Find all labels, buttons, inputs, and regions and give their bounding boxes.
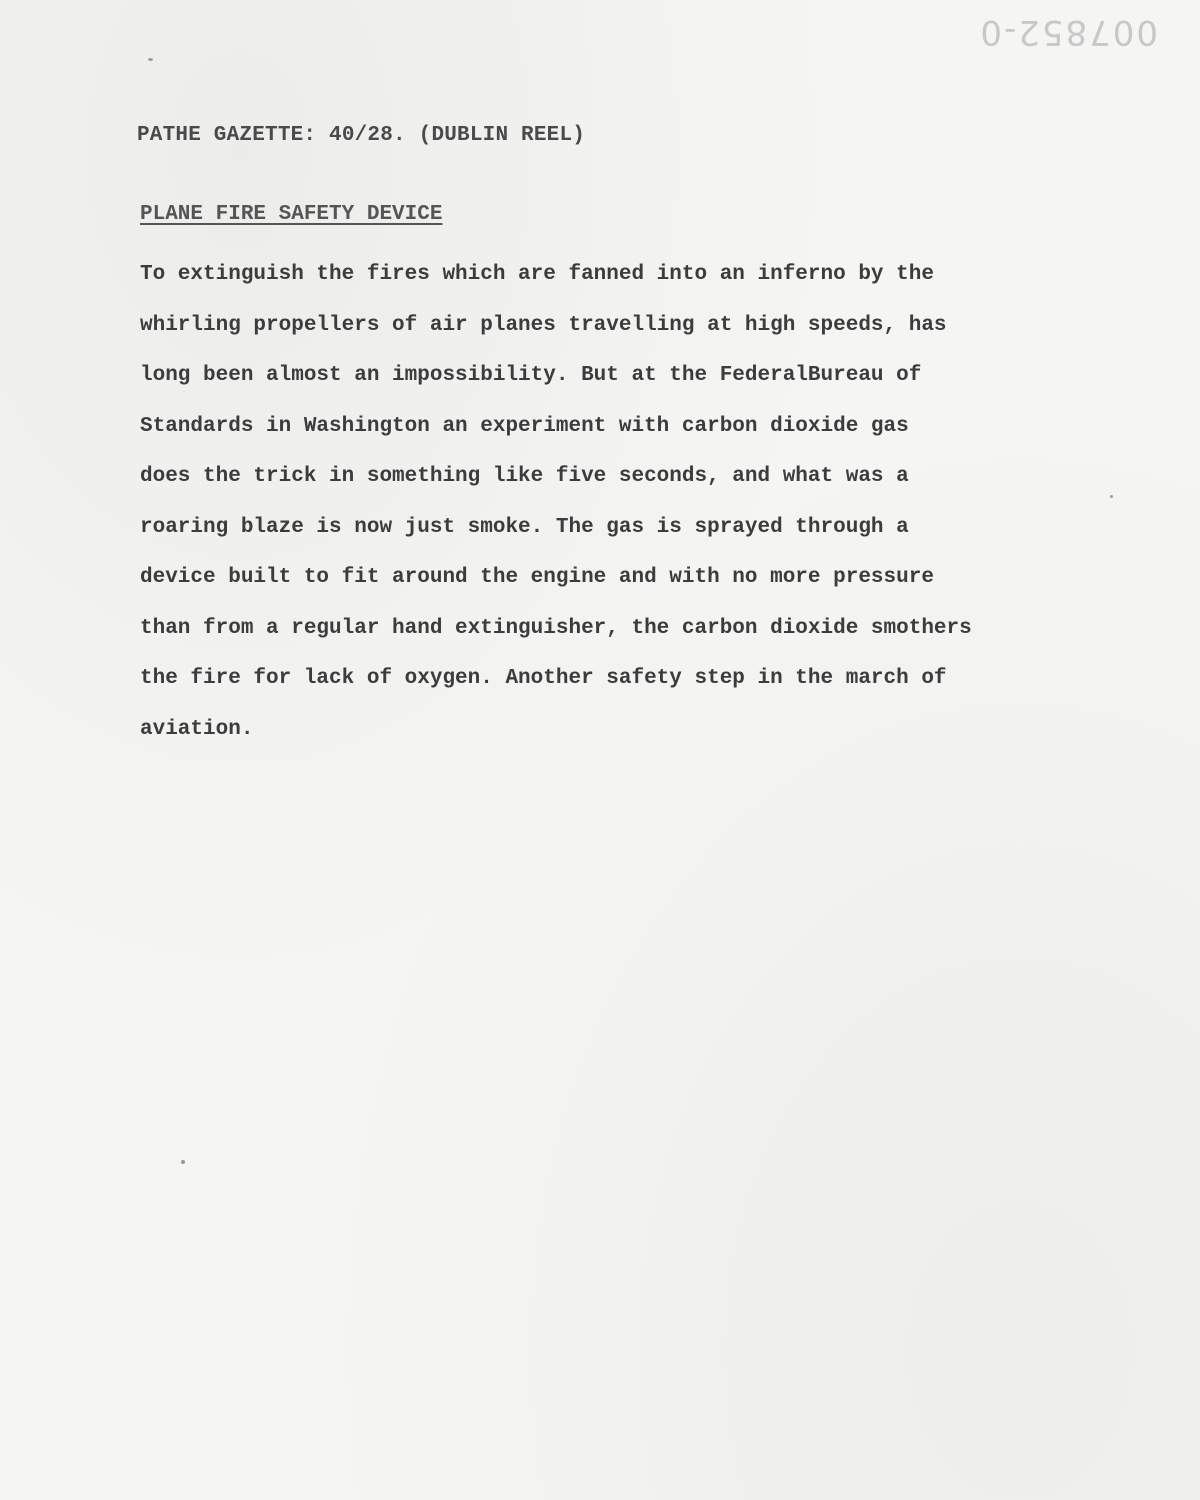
body-line: does the trick in something like five seconds, and what was a <box>140 465 909 488</box>
story-body <box>140 250 1140 755</box>
body-line: To extinguish the fires which are fanned into an inferno by the <box>140 263 934 286</box>
story-title: PLANE FIRE SAFETY DEVICE <box>140 203 443 226</box>
body-line: Standards in Washington an experiment with carbon dioxide gas <box>140 414 909 438</box>
body-line: long been almost an impossibility. But at the FederalBureau of <box>140 364 922 387</box>
body-line: roaring blaze is now just smoke. The gas is sprayed through a <box>140 515 909 539</box>
body-line: whirling propellers of air planes travelling at high speeds, has <box>140 313 947 337</box>
body-line: device built to fit around the engine and with no more pressure <box>140 566 934 589</box>
body-line: aviation. <box>140 717 254 741</box>
paper-speck <box>148 58 153 61</box>
handwritten-reference-number: 007852-0 <box>978 12 1158 52</box>
paper-speck <box>1110 495 1113 498</box>
body-line: the fire for lack of oxygen. Another safety step in the march of <box>140 667 947 690</box>
document-header: PATHE GAZETTE: 40/28. (DUBLIN REEL) <box>137 124 586 147</box>
body-line: than from a regular hand extinguisher, the carbon dioxide smothers <box>140 616 972 640</box>
paper-speck <box>181 1160 185 1164</box>
